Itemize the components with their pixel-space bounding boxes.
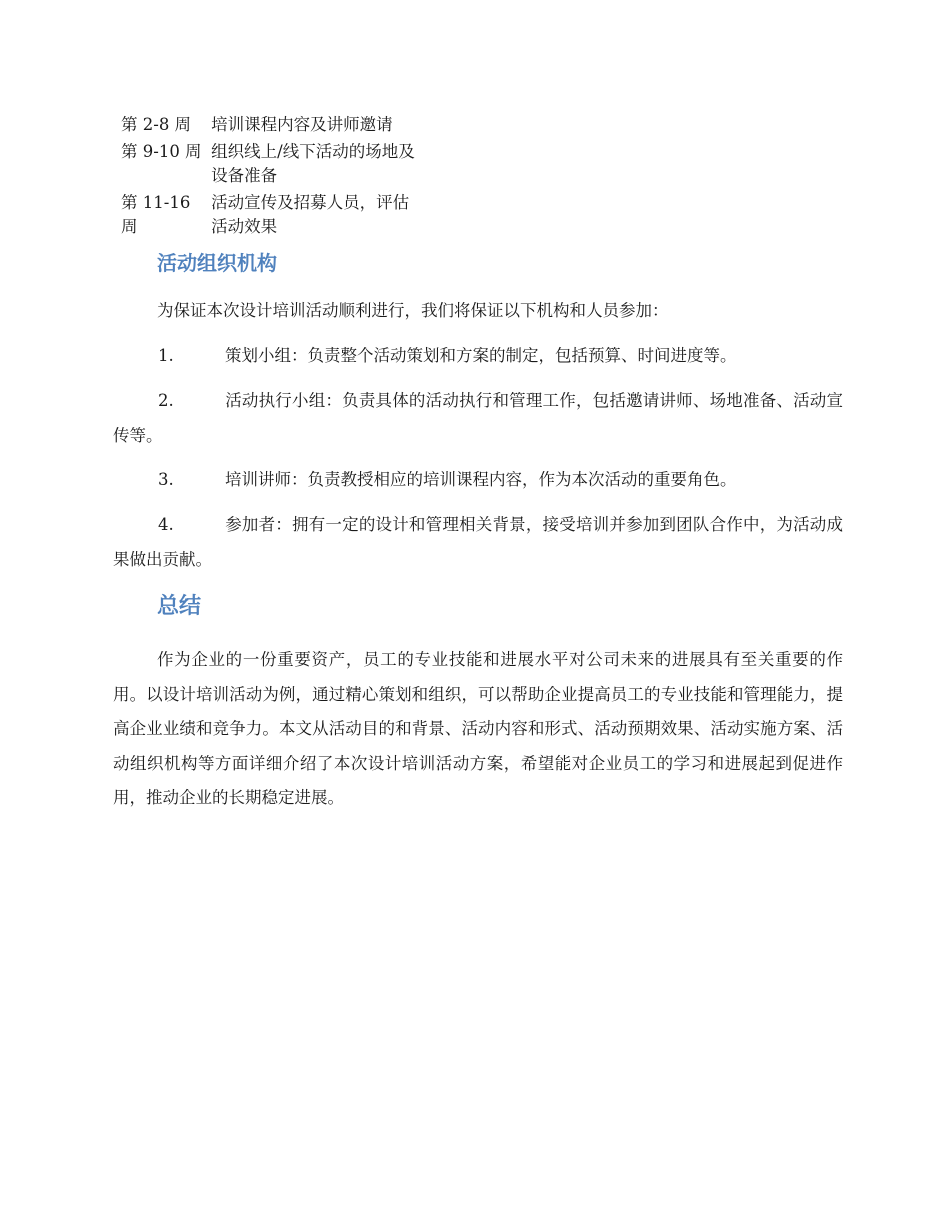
schedule-table xyxy=(114,113,424,242)
list-item-number: 2. xyxy=(158,391,174,410)
schedule-week: 第 9-10 周 xyxy=(121,142,202,161)
summary-paragraph: 作为企业的一份重要资产，员工的专业技能和进展水平对公司未来的进展具有至关重要的作用。以设计培训活动为例，通过精心策划和组织，可以帮助企业提高员工的专业技能和管理能力，提高企业业绩和竞争力。本文从活动目的和背景、活动内容和形式、活动预期效果、活动实施方案、活动组织机构等方面详细介绍了本次设计培训活动方案，希望能对企业员工的学习和进展起到促进作用，推动企业的长期稳定进展。 xyxy=(113,650,843,807)
schedule-task: 组织线上/线下活动的场地及设备准备 xyxy=(211,142,415,185)
list-item-text: 策划小组：负责整个活动策划和方案的制定，包括预算、时间进度等。 xyxy=(225,346,737,365)
list-item xyxy=(113,508,843,577)
section-heading-summary: 总结 xyxy=(157,594,202,619)
list-item xyxy=(113,384,843,453)
list-item-text: 参加者：拥有一定的设计和管理相关背景，接受培训并参加到团队合作中，为活动成果做出贡献。 xyxy=(113,515,843,569)
schedule-week: 第 11-16 周 xyxy=(121,193,191,236)
list-item-number: 4. xyxy=(158,515,174,534)
list-item-number: 3. xyxy=(158,470,174,489)
list-item xyxy=(113,339,843,374)
schedule-row xyxy=(114,113,424,140)
organization-intro: 为保证本次设计培训活动顺利进行，我们将保证以下机构和人员参加： xyxy=(157,301,669,320)
schedule-row xyxy=(114,191,424,242)
schedule-task: 培训课程内容及讲师邀请 xyxy=(211,115,393,134)
schedule-week: 第 2-8 周 xyxy=(121,115,192,134)
section-heading-organization: 活动组织机构 xyxy=(157,251,277,275)
list-item xyxy=(113,463,843,498)
schedule-row xyxy=(114,140,424,191)
list-item-text: 培训讲师：负责教授相应的培训课程内容，作为本次活动的重要角色。 xyxy=(225,470,737,489)
schedule-task: 活动宣传及招募人员，评估活动效果 xyxy=(211,193,410,236)
list-item-number: 1. xyxy=(158,346,174,365)
list-item-text: 活动执行小组：负责具体的活动执行和管理工作，包括邀请讲师、场地准备、活动宣传等。 xyxy=(113,391,843,445)
